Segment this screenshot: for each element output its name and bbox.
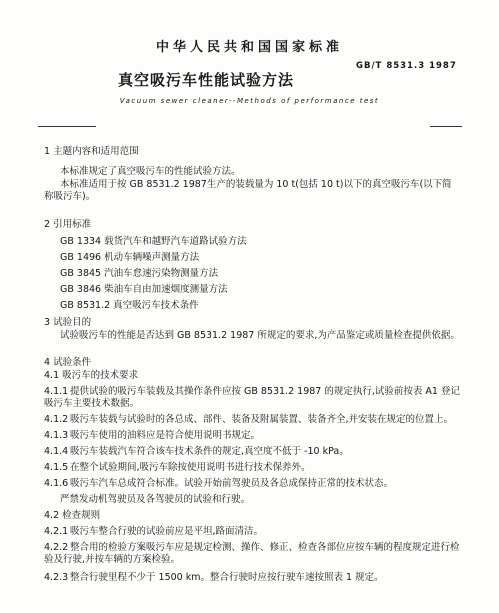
clause-text: 吸污车使用的油料应是符合使用说明书规定。 [70, 430, 261, 441]
clause-number: 4.2.1 [44, 526, 69, 537]
reference-item: GB 8531.2 真空吸污车技术条件 [60, 300, 199, 311]
standard-number: GB/T 8531.3 1987 [356, 61, 457, 71]
section-1-heading: 1 主题内容和适用范围 [44, 146, 139, 157]
document-title: 真空吸污车性能试验方法 [118, 71, 295, 89]
section-3-heading: 3 试验目的 [44, 317, 92, 328]
clause-text: 整合行驶里程不少于 1500 km。整合行驶时应按行驶车速按照表 1 规定。 [70, 572, 384, 583]
reference-item: GB 1334 载货汽车和越野汽车道路试验方法 [60, 236, 247, 247]
clause-number: 4.1.1 [44, 386, 69, 397]
clause-text: 吸污车汽车总成符合标准。试验开始前驾驶员及各总成保持正常的技术状态。 [70, 478, 394, 489]
issuer-header: 中华人民共和国国家标准 [155, 40, 343, 55]
reference-item: GB 3846 柴油车自由加速烟度测量方法 [60, 284, 228, 295]
clause-text: 严禁发动机驾驶员及各驾驶员的试验和行驶。 [60, 494, 251, 505]
reference-item: GB 3845 汽油车怠速污染物测量方法 [60, 268, 219, 279]
separator-right [430, 126, 462, 127]
section-4-heading: 4 试验条件 [44, 357, 92, 368]
clause-text: 在整个试验期间,吸污车除按使用说明书进行技术保养外。 [70, 462, 311, 473]
clause-text: 吸污车整合行驶的试验前应是平坦,路面清洁。 [70, 526, 264, 537]
separator-left [38, 126, 96, 127]
clause-number: 4.1.3 [44, 430, 69, 441]
subsection-4-1-heading: 4.1 吸污车的技术要求 [44, 370, 139, 381]
clause-number: 4.1.2 [44, 414, 69, 425]
clause-number: 4.1.4 [44, 446, 69, 457]
section-3-paragraph: 试验吸污车的性能是否达到 GB 8531.2 1987 所规定的要求,为产品鉴定或质量检查提供依据。 [60, 330, 460, 341]
reference-item: GB 1496 机动车辆噪声测量方法 [60, 252, 200, 263]
clause-number: 4.2.2 [44, 542, 69, 553]
clause-text: 吸污车装载与试验时的各总成、部件、装备及附属装置、装备齐全,并安装在规定的位置上。 [70, 414, 454, 425]
clause-text: 吸污车装载汽车符合该车技术条件的规定,真空度不低于 -10 kPa。 [70, 446, 349, 457]
clause-number: 4.1.5 [44, 462, 69, 473]
clause-number: 4.2.3 [44, 572, 69, 583]
section-2-heading: 2 引用标准 [44, 219, 92, 230]
clause-text: 整合用的检验方案吸污车应是规定检测、操作、修正、检查各部位应按车辆的程度规定进行检验及行驶,并按车辆的方案检验。 [44, 542, 460, 565]
clause-number: 4.1.6 [44, 478, 69, 489]
subsection-4-2-heading: 4.2 检查规则 [44, 510, 101, 521]
clause-text: 提供试验的吸污车装载及其操作条件应按 GB 8531.2 1987 的规定执行,试验前按表 A1 登记吸污车主要技术数据。 [44, 386, 460, 409]
section-1-paragraph-2: 本标准适用于按 GB 8531.2 1987生产的装载量为 10 t(包括 10 t)以下的真空吸污车(以下简称吸污车)。 [44, 179, 452, 202]
english-title: Vacuum sewer cleaner--Methods of performance test [119, 97, 380, 105]
section-1-paragraph-1: 本标准规定了真空吸污车的性能试验方法。 [60, 166, 241, 177]
